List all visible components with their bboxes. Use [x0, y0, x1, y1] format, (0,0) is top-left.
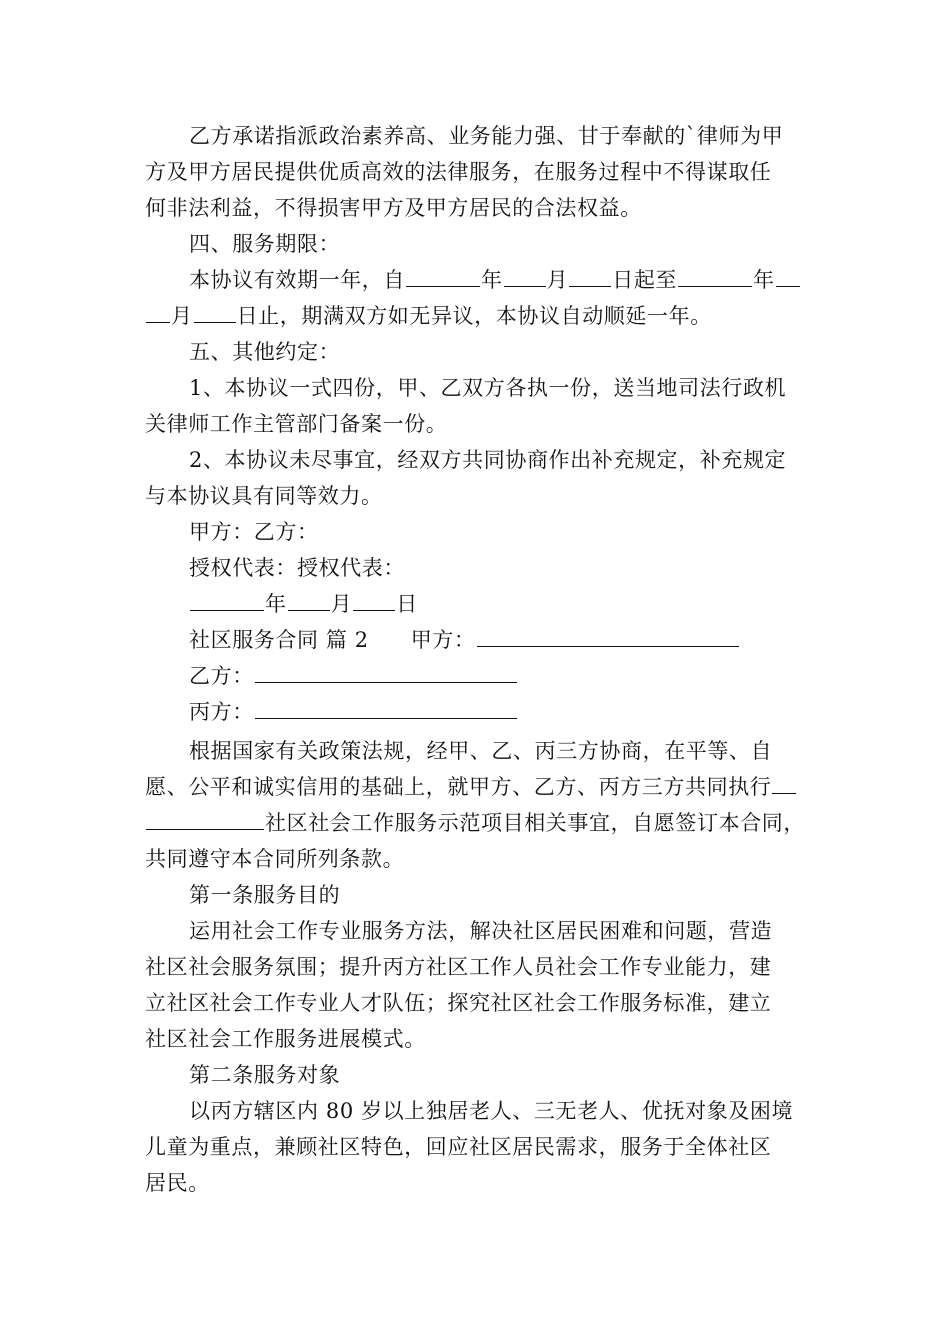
month-label: 月: [330, 592, 353, 616]
paragraph-line: 方及甲方居民提供优质高效的法律服务，在服务过程中不得谋取任: [145, 160, 772, 184]
paragraph-line: 关律师工作主管部门备案一份。: [145, 412, 448, 436]
party-a-blank: [477, 622, 739, 647]
contract-title-line: [145, 622, 835, 658]
paragraph-line: [145, 769, 835, 805]
paragraph-line: 居民。: [145, 1171, 210, 1195]
term-line: [145, 298, 835, 334]
term-text: 日止，期满双方如无异议，本协议自动顺延一年。: [236, 304, 712, 328]
blank-field: [504, 262, 546, 287]
party-b-line: [145, 658, 835, 694]
signature-parties: 甲方：乙方：: [189, 520, 319, 544]
paragraph-line: 立社区社会工作专业人才队伍；探究社区社会工作服务标准，建立: [145, 991, 772, 1015]
blank-field: [194, 298, 236, 323]
party-c-label: 丙方：: [189, 700, 254, 724]
term-text: 本协议有效期一年，自: [189, 268, 405, 292]
paragraph-line: 2、本协议未尽事宜，经双方共同协商作出补充规定，补充规定: [189, 448, 787, 472]
year-label: 年: [753, 268, 775, 292]
paragraph-line: 运用社会工作专业服务方法，解决社区居民困难和问题，营造: [189, 919, 773, 943]
paragraph-line: 儿童为重点，兼顾社区特色，回应社区居民需求，服务于全体社区: [145, 1135, 772, 1159]
blank-field: [772, 769, 796, 794]
signature-date: [145, 586, 835, 622]
party-b-label: 乙方：: [189, 664, 254, 688]
blank-field: [776, 262, 800, 287]
party-a-label: 甲方：: [410, 628, 476, 652]
paragraph-line: 社区社会服务氛围；提升丙方社区工作人员社会工作专业能力，建: [145, 955, 772, 979]
contract-title: 社区服务合同 篇 2: [189, 628, 369, 652]
blank-field: [678, 262, 752, 287]
paragraph-line: 乙方承诺指派政治素养高、业务能力强、甘于奉献的`律师为甲: [189, 124, 784, 148]
year-label: 年: [481, 268, 503, 292]
paragraph-line: [145, 805, 835, 841]
signature-representatives: 授权代表：授权代表：: [189, 556, 405, 580]
term-line: [145, 262, 835, 298]
paragraph-line: 共同遵守本合同所列条款。: [145, 847, 405, 871]
paragraph-line: 与本协议具有同等效力。: [145, 484, 383, 508]
section-heading: 四、服务期限：: [189, 232, 341, 256]
year-label: 年: [265, 592, 287, 616]
month-label: 月: [546, 268, 569, 292]
document-page: [145, 118, 835, 1201]
blank-field: [146, 298, 170, 323]
paragraph-line: 1、本协议一式四份，甲、乙双方各执一份，送当地司法行政机: [189, 376, 787, 400]
paragraph-line: 以丙方辖区内 80 岁以上独居老人、三无老人、优抚对象及困境: [189, 1099, 794, 1123]
blank-field: [406, 262, 480, 287]
paragraph-text: 愿、公平和诚实信用的基础上，就甲方、乙方、丙方三方共同执行: [145, 775, 772, 799]
day-label: 日: [396, 592, 418, 616]
paragraph-line: 社区社会工作服务进展模式。: [145, 1027, 426, 1051]
paragraph-line: 根据国家有关政策法规，经甲、乙、丙三方协商，在平等、自: [189, 739, 773, 763]
blank-field: [569, 262, 611, 287]
day-label: 日起至: [612, 268, 678, 292]
paragraph-text: 社区社会工作服务示范项目相关事宜，自愿签订本合同，: [265, 811, 805, 835]
blank-field: [190, 586, 264, 611]
section-heading: 五、其他约定：: [189, 340, 341, 364]
party-c-line: [145, 694, 835, 730]
paragraph-line: 何非法利益，不得损害甲方及甲方居民的合法权益。: [145, 196, 642, 220]
article-heading: 第一条服务目的: [189, 883, 341, 907]
blank-field: [353, 586, 395, 611]
month-label: 月: [171, 304, 193, 328]
party-c-blank: [255, 694, 517, 719]
party-b-blank: [255, 658, 517, 683]
blank-field: [146, 805, 264, 830]
blank-field: [288, 586, 330, 611]
article-heading: 第二条服务对象: [189, 1063, 341, 1087]
